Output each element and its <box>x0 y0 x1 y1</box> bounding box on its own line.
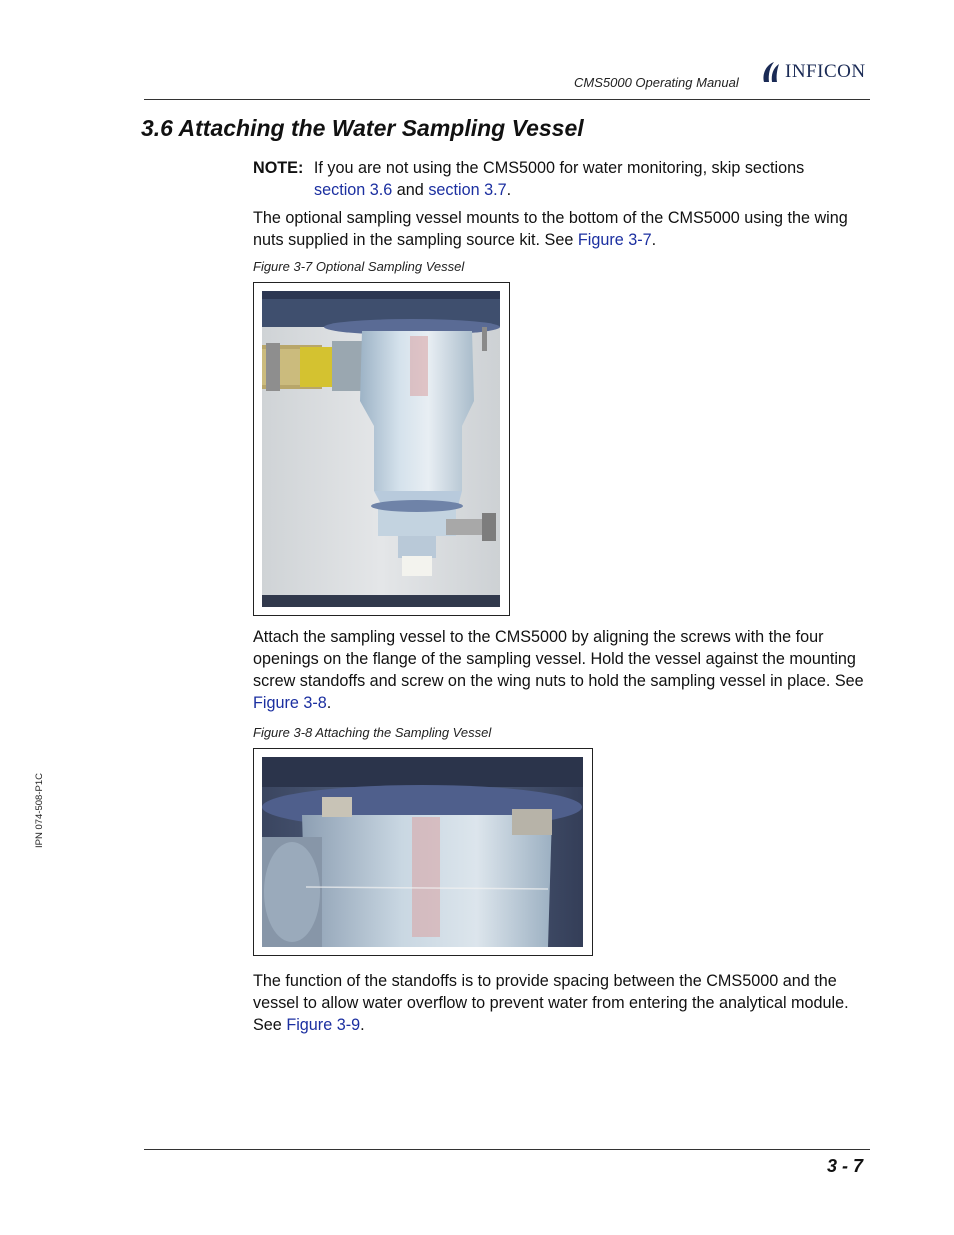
paragraph-1-end: . <box>651 231 657 249</box>
header-rule <box>144 99 870 100</box>
paragraph-2 <box>253 626 873 714</box>
paragraph-1 <box>253 207 873 251</box>
attaching-vessel-photo <box>262 757 583 947</box>
logo-text: INFICON <box>785 61 866 82</box>
note-end: . <box>506 181 512 199</box>
note-block <box>253 157 873 201</box>
paragraph-3 <box>253 970 873 1036</box>
inficon-logo <box>760 58 866 86</box>
figure-3-8-link[interactable]: Figure 3-8 <box>253 694 327 712</box>
paragraph-1-text: The optional sampling vessel mounts to the bottom of the CMS5000 using the wing nuts supplied in the sampling source kit. See <box>253 209 848 249</box>
figure-3-9-link[interactable]: Figure 3-9 <box>286 1016 361 1034</box>
sampling-vessel-photo <box>262 291 500 607</box>
figure-3-7-caption: Figure 3-7 Optional Sampling Vessel <box>253 259 465 274</box>
figure-3-8-caption: Figure 3-8 Attaching the Sampling Vessel <box>253 725 492 740</box>
inficon-logo-icon <box>760 60 782 84</box>
note-label: NOTE: <box>253 159 304 177</box>
figure-3-8-frame <box>253 748 593 956</box>
footer-rule <box>144 1149 870 1150</box>
page-number: 3 - 7 <box>827 1156 864 1176</box>
ipn-label: IPN 074-508-P1C <box>34 773 45 848</box>
paragraph-3-end: . <box>360 1016 365 1034</box>
paragraph-2-end: . <box>326 694 332 712</box>
note-between: and <box>396 181 424 199</box>
section-3-7-link[interactable]: section 3.7 <box>428 181 507 199</box>
figure-3-7-frame <box>253 282 510 616</box>
manual-title: CMS5000 Operating Manual <box>574 75 739 90</box>
paragraph-2-text: Attach the sampling vessel to the CMS5000 by aligning the screws with the four openings on the flange of the sampling vessel. Hold the vessel against the mounting screw standoffs and screw on the wing nuts to hold the sampling vessel in place. See <box>253 628 864 690</box>
note-text: If you are not using the CMS5000 for water monitoring, skip sections <box>313 159 805 177</box>
paragraph-3-text: The function of the standoffs is to provide spacing between the CMS5000 and the vessel to allow water overflow to prevent water from entering the analytical module. See <box>253 972 849 1034</box>
section-3-6-link[interactable]: section 3.6 <box>314 181 393 199</box>
figure-3-7-link[interactable]: Figure 3-7 <box>577 231 652 249</box>
section-heading: 3.6 Attaching the Water Sampling Vessel <box>141 115 584 141</box>
